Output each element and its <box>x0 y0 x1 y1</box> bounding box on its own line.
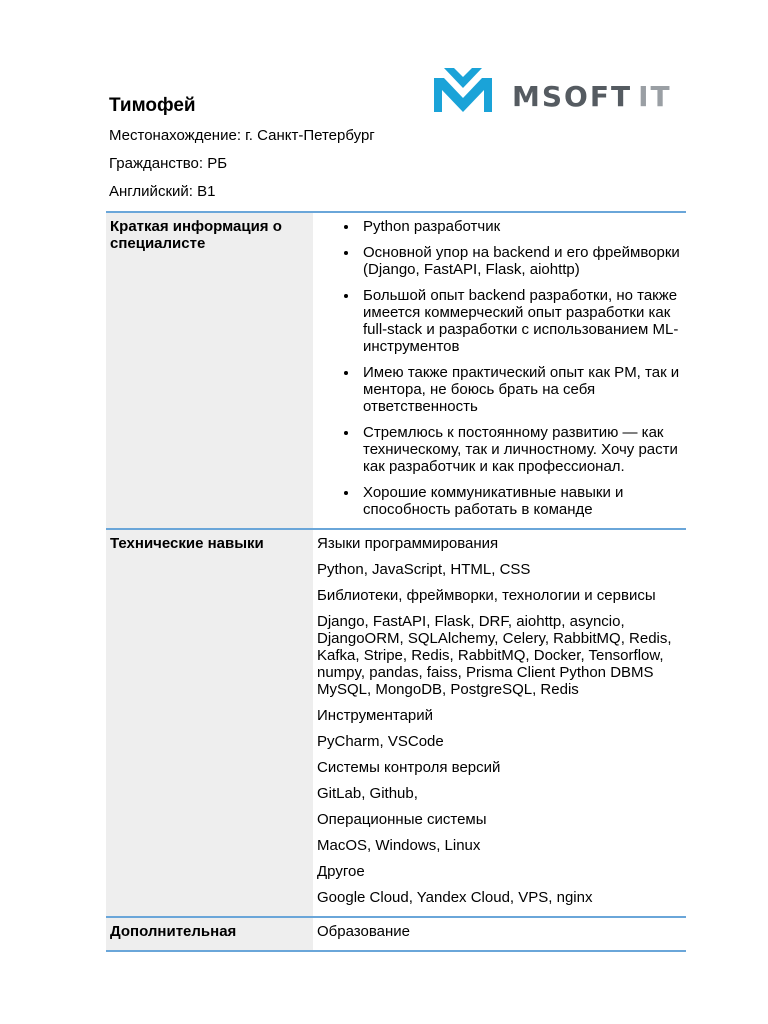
summary-bullet-item: • Стремлюсь к постоянному развитию — как техническому, так и личностному. Хочу расти как разработчик и как профессионал. <box>359 424 686 475</box>
skill-category-heading: Системы контроля версий <box>317 759 501 776</box>
skill-category-heading: Другое <box>317 863 365 880</box>
cv-table <box>106 211 686 952</box>
summary-label: Краткая информация о специалисте <box>106 212 313 529</box>
skills-content <box>313 529 686 917</box>
skill-category-values: Django, FastAPI, Flask, DRF, aiohttp, asyncio, DjangoORM, SQLAlchemy, Celery, RabbitMQ, Redis, Kafka, Stripe, Redis, RabbitMQ, Docker, Tensorflow, numpy, pandas, faiss, Prisma Client Python DBMS MySQL, MongoDB, PostgreSQL, Redis <box>317 613 672 698</box>
logo-wordmark <box>512 80 672 113</box>
additional-label: Дополнительная <box>106 917 313 951</box>
candidate-english-level: Английский: B1 <box>109 183 216 200</box>
skill-category-heading: Языки программирования <box>317 535 499 552</box>
summary-bullet-list <box>317 218 686 518</box>
skill-category-values: Google Cloud, Yandex Cloud, VPS, nginx <box>317 889 593 906</box>
summary-bullet-item: • Хорошие коммуникативные навыки и способность работать в команде <box>359 484 686 518</box>
additional-line: Образование <box>317 923 410 940</box>
summary-bullet-item: • Имею также практический опыт как PM, так и ментора, не боюсь брать на себя ответственность <box>359 364 686 415</box>
skills-row <box>106 529 686 917</box>
logo-wordmark-suffix: IT <box>638 80 672 113</box>
summary-row <box>106 212 686 529</box>
additional-row <box>106 917 686 951</box>
skill-category-heading: Операционные системы <box>317 811 487 828</box>
skill-category-heading: Библиотеки, фреймворки, технологии и сервисы <box>317 587 656 604</box>
candidate-location: Местонахождение: г. Санкт-Петербург <box>109 127 375 144</box>
skill-category-values: GitLab, Github, <box>317 785 418 802</box>
summary-bullet-item: • Python разработчик <box>359 218 686 235</box>
skill-category-values: PyCharm, VSCode <box>317 733 444 750</box>
summary-bullet-item: • Основной упор на backend и его фреймворки (Django, FastAPI, Flask, aiohttp) <box>359 244 686 278</box>
summary-bullet-item: • Большой опыт backend разработки, но также имеется коммерческий опыт разработки как full-stack и разработки с использованием ML-инструментов <box>359 287 686 355</box>
additional-content <box>313 917 686 951</box>
skill-category-values: Python, JavaScript, HTML, CSS <box>317 561 531 578</box>
candidate-name: Тимофей <box>109 95 196 116</box>
skills-label: Технические навыки <box>106 529 313 917</box>
company-logo <box>432 66 702 116</box>
logo-wordmark-main: MSOFT <box>512 80 633 113</box>
skill-category-values: MacOS, Windows, Linux <box>317 837 481 854</box>
summary-content <box>313 212 686 529</box>
candidate-citizenship: Гражданство: РБ <box>109 155 228 172</box>
skill-category-heading: Инструментарий <box>317 707 434 724</box>
msoft-logo-icon <box>432 68 494 114</box>
